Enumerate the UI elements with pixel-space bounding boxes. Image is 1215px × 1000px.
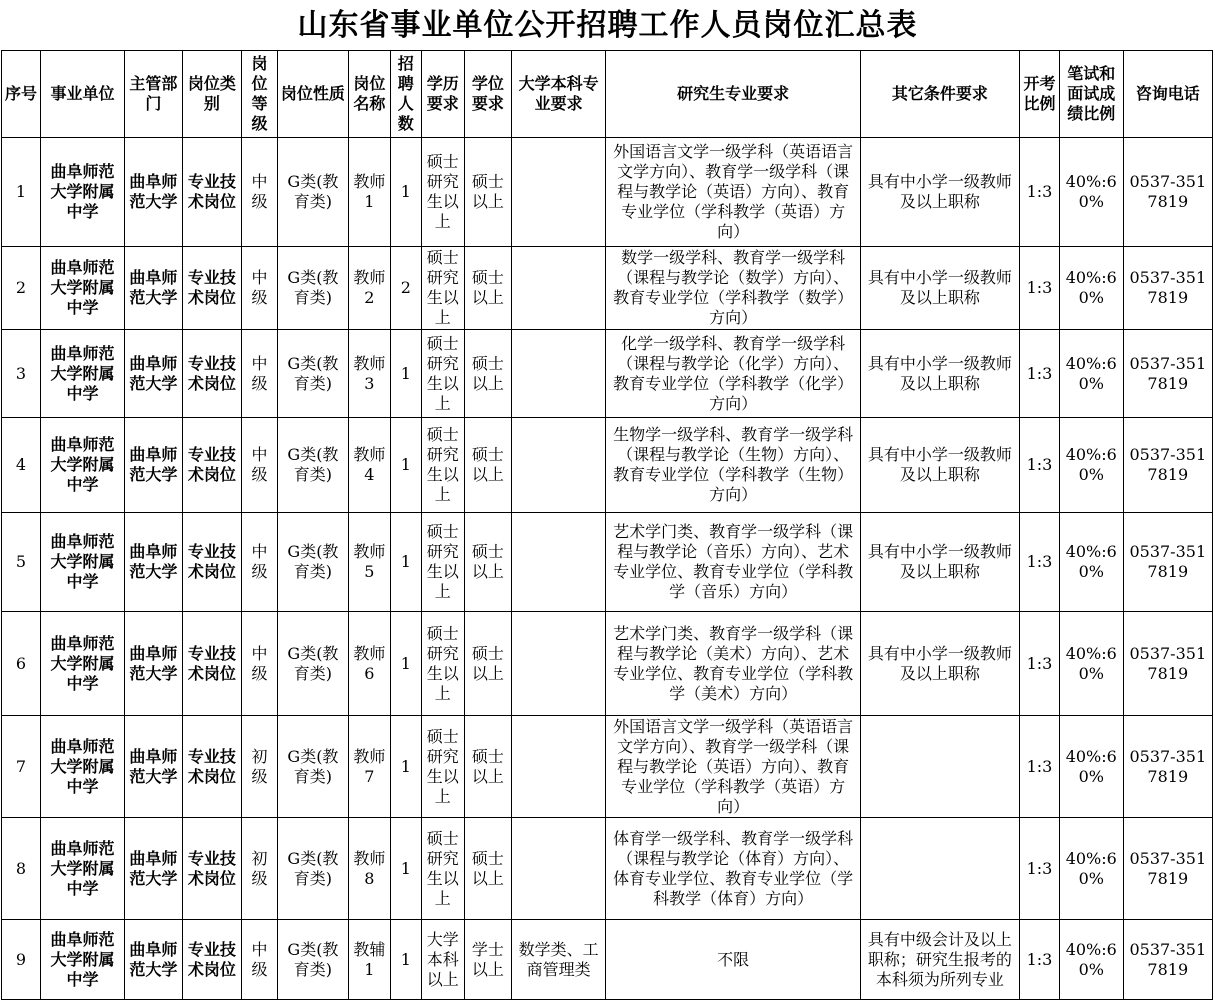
- cell-name: 教师4: [348, 418, 390, 513]
- cell-nature: G类(教育类): [278, 330, 349, 418]
- cell-degree: 硕士以上: [464, 513, 511, 612]
- cell-education: 硕士研究生以上: [421, 247, 464, 330]
- cell-phone: 0537-3517819: [1123, 138, 1212, 247]
- cell-dept: 曲阜师范大学: [125, 612, 182, 716]
- cell-seq: 5: [2, 513, 41, 612]
- cell-degree: 硕士以上: [464, 612, 511, 716]
- cell-category: 专业技术岗位: [182, 247, 242, 330]
- cell-phone: 0537-3517819: [1123, 513, 1212, 612]
- cell-level: 初级: [242, 818, 278, 920]
- cell-ratio: 1:3: [1019, 418, 1059, 513]
- cell-undergrad-major: [511, 818, 605, 920]
- page-title: 山东省事业单位公开招聘工作人员岗位汇总表: [297, 8, 918, 43]
- cell-undergrad-major: 数学类、工商管理类: [511, 920, 605, 1000]
- cell-ratio: 1:3: [1019, 920, 1059, 1000]
- cell-name: 教师5: [348, 513, 390, 612]
- cell-dept: 曲阜师范大学: [125, 330, 182, 418]
- cell-degree: 硕士以上: [464, 247, 511, 330]
- cell-count: 1: [390, 418, 421, 513]
- cell-nature: G类(教育类): [278, 513, 349, 612]
- cell-seq: 1: [2, 138, 41, 247]
- cell-count: 1: [390, 818, 421, 920]
- cell-grad-major: 艺术学门类、教育学一级学科（课程与教学论（音乐）方向）、艺术专业学位、教育专业学位（学科教学（音乐）方向）: [606, 513, 861, 612]
- cell-score-ratio: 40%:60%: [1059, 330, 1123, 418]
- cell-other: 具有中小学一级教师及以上职称: [860, 513, 1019, 612]
- cell-education: 硕士研究生以上: [421, 716, 464, 818]
- cell-ratio: 1:3: [1019, 716, 1059, 818]
- cell-other: 具有中级会计及以上职称；研究生报考的本科须为所列专业: [860, 920, 1019, 1000]
- cell-name: 教师2: [348, 247, 390, 330]
- cell-nature: G类(教育类): [278, 247, 349, 330]
- table-row: [2, 138, 1213, 247]
- cell-score-ratio: 40%:60%: [1059, 818, 1123, 920]
- cell-ratio: 1:3: [1019, 612, 1059, 716]
- cell-undergrad-major: [511, 418, 605, 513]
- cell-category: 专业技术岗位: [182, 920, 242, 1000]
- header-dept: 主管部门: [125, 51, 182, 138]
- cell-category: 专业技术岗位: [182, 818, 242, 920]
- cell-seq: 4: [2, 418, 41, 513]
- cell-category: 专业技术岗位: [182, 716, 242, 818]
- cell-seq: 6: [2, 612, 41, 716]
- cell-unit: 曲阜师范大学附属中学: [40, 513, 124, 612]
- cell-category: 专业技术岗位: [182, 138, 242, 247]
- cell-score-ratio: 40%:60%: [1059, 418, 1123, 513]
- cell-degree: 学士以上: [464, 920, 511, 1000]
- cell-seq: 2: [2, 247, 41, 330]
- header-count: 招聘人数: [390, 51, 421, 138]
- cell-unit: 曲阜师范大学附属中学: [40, 818, 124, 920]
- cell-other: [860, 818, 1019, 920]
- header-degree: 学位要求: [464, 51, 511, 138]
- cell-count: 2: [390, 247, 421, 330]
- cell-score-ratio: 40%:60%: [1059, 138, 1123, 247]
- cell-undergrad-major: [511, 330, 605, 418]
- header-ratio: 开考比例: [1019, 51, 1059, 138]
- cell-education: 硕士研究生以上: [421, 330, 464, 418]
- cell-other: 具有中小学一级教师及以上职称: [860, 418, 1019, 513]
- cell-name: 教师8: [348, 818, 390, 920]
- cell-name: 教师3: [348, 330, 390, 418]
- cell-degree: 硕士以上: [464, 716, 511, 818]
- cell-education: 硕士研究生以上: [421, 138, 464, 247]
- cell-count: 1: [390, 716, 421, 818]
- cell-grad-major: 外国语言文学一级学科（英语语言文学方向）、教育学一级学科（课程与教学论（英语）方向）、教育专业学位（学科教学（英语）方向）: [606, 138, 861, 247]
- cell-degree: 硕士以上: [464, 418, 511, 513]
- cell-name: 教师6: [348, 612, 390, 716]
- cell-grad-major: 艺术学门类、教育学一级学科（课程与教学论（美术）方向）、艺术专业学位、教育专业学位（学科教学（美术）方向）: [606, 612, 861, 716]
- table-row: [2, 418, 1213, 513]
- cell-other: 具有中小学一级教师及以上职称: [860, 247, 1019, 330]
- cell-level: 初级: [242, 716, 278, 818]
- cell-other: 具有中小学一级教师及以上职称: [860, 612, 1019, 716]
- cell-ratio: 1:3: [1019, 138, 1059, 247]
- cell-nature: G类(教育类): [278, 818, 349, 920]
- cell-ratio: 1:3: [1019, 818, 1059, 920]
- cell-phone: 0537-3517819: [1123, 612, 1212, 716]
- cell-unit: 曲阜师范大学附属中学: [40, 716, 124, 818]
- cell-category: 专业技术岗位: [182, 330, 242, 418]
- cell-grad-major: 体育学一级学科、教育学一级学科（课程与教学论（体育）方向）、体育专业学位、教育专业学位（学科教学（体育）方向）: [606, 818, 861, 920]
- cell-score-ratio: 40%:60%: [1059, 716, 1123, 818]
- cell-score-ratio: 40%:60%: [1059, 612, 1123, 716]
- table-header-row: [2, 51, 1213, 138]
- cell-level: 中级: [242, 138, 278, 247]
- cell-dept: 曲阜师范大学: [125, 920, 182, 1000]
- cell-count: 1: [390, 612, 421, 716]
- header-name: 岗位名称: [348, 51, 390, 138]
- cell-level: 中级: [242, 247, 278, 330]
- cell-seq: 3: [2, 330, 41, 418]
- cell-phone: 0537-3517819: [1123, 716, 1212, 818]
- header-undergrad-major: 大学本科专业要求: [511, 51, 605, 138]
- cell-unit: 曲阜师范大学附属中学: [40, 920, 124, 1000]
- cell-phone: 0537-3517819: [1123, 818, 1212, 920]
- cell-nature: G类(教育类): [278, 612, 349, 716]
- header-nature: 岗位性质: [278, 51, 349, 138]
- cell-education: 硕士研究生以上: [421, 612, 464, 716]
- cell-nature: G类(教育类): [278, 920, 349, 1000]
- header-seq: 序号: [2, 51, 41, 138]
- cell-nature: G类(教育类): [278, 138, 349, 247]
- cell-level: 中级: [242, 513, 278, 612]
- cell-seq: 8: [2, 818, 41, 920]
- cell-nature: G类(教育类): [278, 418, 349, 513]
- cell-seq: 9: [2, 920, 41, 1000]
- cell-unit: 曲阜师范大学附属中学: [40, 418, 124, 513]
- cell-education: 硕士研究生以上: [421, 418, 464, 513]
- cell-unit: 曲阜师范大学附属中学: [40, 247, 124, 330]
- cell-phone: 0537-3517819: [1123, 247, 1212, 330]
- header-education: 学历要求: [421, 51, 464, 138]
- cell-undergrad-major: [511, 716, 605, 818]
- cell-degree: 硕士以上: [464, 138, 511, 247]
- cell-grad-major: 化学一级学科、教育学一级学科（课程与教学论（化学）方向）、教育专业学位（学科教学（化学）方向）: [606, 330, 861, 418]
- cell-dept: 曲阜师范大学: [125, 138, 182, 247]
- cell-dept: 曲阜师范大学: [125, 716, 182, 818]
- cell-other: 具有中小学一级教师及以上职称: [860, 138, 1019, 247]
- cell-phone: 0537-3517819: [1123, 330, 1212, 418]
- cell-other: [860, 716, 1019, 818]
- cell-undergrad-major: [511, 513, 605, 612]
- cell-dept: 曲阜师范大学: [125, 818, 182, 920]
- cell-level: 中级: [242, 920, 278, 1000]
- cell-ratio: 1:3: [1019, 247, 1059, 330]
- cell-dept: 曲阜师范大学: [125, 247, 182, 330]
- cell-education: 大学本科以上: [421, 920, 464, 1000]
- cell-grad-major: 不限: [606, 920, 861, 1000]
- cell-other: 具有中小学一级教师及以上职称: [860, 330, 1019, 418]
- header-phone: 咨询电话: [1123, 51, 1212, 138]
- cell-category: 专业技术岗位: [182, 612, 242, 716]
- cell-name: 教辅1: [348, 920, 390, 1000]
- cell-level: 中级: [242, 418, 278, 513]
- header-category: 岗位类别: [182, 51, 242, 138]
- cell-score-ratio: 40%:60%: [1059, 247, 1123, 330]
- table-row: [2, 247, 1213, 330]
- cell-undergrad-major: [511, 138, 605, 247]
- header-unit: 事业单位: [40, 51, 124, 138]
- cell-ratio: 1:3: [1019, 330, 1059, 418]
- cell-seq: 7: [2, 716, 41, 818]
- cell-degree: 硕士以上: [464, 818, 511, 920]
- cell-grad-major: 数学一级学科、教育学一级学科（课程与教学论（数学）方向）、教育专业学位（学科教学（数学）方向）: [606, 247, 861, 330]
- table-row: [2, 818, 1213, 920]
- cell-degree: 硕士以上: [464, 330, 511, 418]
- cell-level: 中级: [242, 330, 278, 418]
- cell-unit: 曲阜师范大学附属中学: [40, 330, 124, 418]
- cell-count: 1: [390, 330, 421, 418]
- cell-count: 1: [390, 920, 421, 1000]
- table-row: [2, 513, 1213, 612]
- table-row: [2, 920, 1213, 1000]
- header-score-ratio: 笔试和面试成绩比例: [1059, 51, 1123, 138]
- header-level: 岗位等级: [242, 51, 278, 138]
- cell-grad-major: 外国语言文学一级学科（英语语言文学方向）、教育学一级学科（课程与教学论（英语）方向）、教育专业学位（学科教学（英语）方向）: [606, 716, 861, 818]
- cell-education: 硕士研究生以上: [421, 513, 464, 612]
- cell-score-ratio: 40%:60%: [1059, 513, 1123, 612]
- table-row: [2, 716, 1213, 818]
- cell-phone: 0537-3517819: [1123, 418, 1212, 513]
- cell-dept: 曲阜师范大学: [125, 513, 182, 612]
- cell-undergrad-major: [511, 612, 605, 716]
- header-other: 其它条件要求: [860, 51, 1019, 138]
- cell-level: 中级: [242, 612, 278, 716]
- cell-unit: 曲阜师范大学附属中学: [40, 612, 124, 716]
- cell-nature: G类(教育类): [278, 716, 349, 818]
- header-grad-major: 研究生专业要求: [606, 51, 861, 138]
- positions-table: [1, 50, 1213, 1000]
- cell-ratio: 1:3: [1019, 513, 1059, 612]
- cell-undergrad-major: [511, 247, 605, 330]
- cell-category: 专业技术岗位: [182, 418, 242, 513]
- cell-name: 教师7: [348, 716, 390, 818]
- cell-count: 1: [390, 138, 421, 247]
- table-row: [2, 330, 1213, 418]
- cell-unit: 曲阜师范大学附属中学: [40, 138, 124, 247]
- cell-phone: 0537-3517819: [1123, 920, 1212, 1000]
- cell-category: 专业技术岗位: [182, 513, 242, 612]
- cell-grad-major: 生物学一级学科、教育学一级学科（课程与教学论（生物）方向）、教育专业学位（学科教学（生物）方向）: [606, 418, 861, 513]
- cell-education: 硕士研究生以上: [421, 818, 464, 920]
- cell-score-ratio: 40%:60%: [1059, 920, 1123, 1000]
- table-row: [2, 612, 1213, 716]
- cell-count: 1: [390, 513, 421, 612]
- cell-name: 教师1: [348, 138, 390, 247]
- cell-dept: 曲阜师范大学: [125, 418, 182, 513]
